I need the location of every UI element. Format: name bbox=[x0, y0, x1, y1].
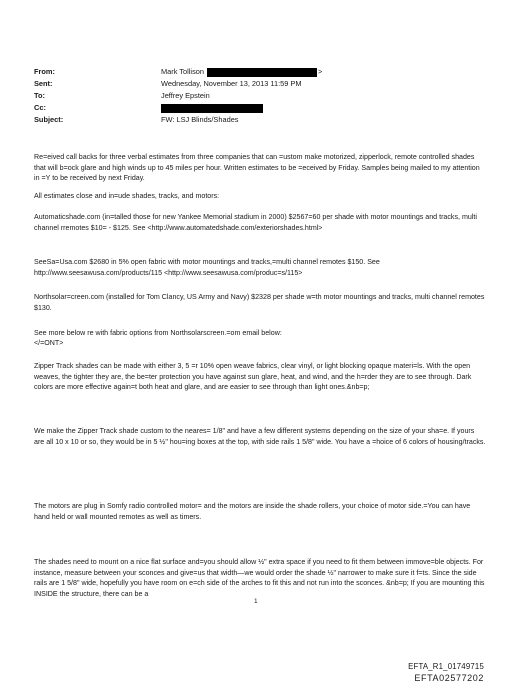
page-number: 1 bbox=[254, 598, 258, 605]
sent-label: Sent: bbox=[34, 79, 53, 88]
paragraph: See more below re with fabric options from Northsolarscreen.=om email below: bbox=[34, 329, 282, 337]
paragraph: Northsolar=creen.com (installed for Tom Clancy, US Army and Navy) $2328 per shade w=th motor mountings and tracks, multi channel remotes $130. bbox=[34, 293, 485, 312]
paragraph: Automaticshade.com (in=talled those for new Yankee Memorial stadium in 2000) $2567=60 per shade with motor mountings and tracks, multi channel rremotes $10= - $125. See <http://www.automatedshade.com/exteriorshades.html> bbox=[34, 213, 477, 232]
bates-number: EFTA02577202 bbox=[414, 673, 484, 683]
paragraph: </=ONT> bbox=[34, 339, 64, 347]
subject-value: FW: LSJ Blinds/Shades bbox=[161, 115, 239, 124]
to-value: Jeffrey Epstein bbox=[161, 91, 210, 100]
bates-number: EFTA_R1_01749715 bbox=[408, 662, 484, 671]
email-header bbox=[34, 66, 484, 126]
paragraph: The shades need to mount on a nice flat surface and=you should allow ½" extra space if you need to fit them between immove=ble objects. For instance, measure between your sconces and give=us that width—we would order the shade ½" narrower to make sure it f=ts. Since the side rails are 1 5/8" wide, hopefully you have room on e=ch side of the arches to fit this and not run into the sconces. &nb=p; If you are mounting this INSIDE the structure, there can be a bbox=[34, 558, 485, 598]
paragraph: Zipper Track shades can be made with either 3, 5 =r 10% open weave fabrics, clear vinyl, or light blocking opaque materi=ls. With the open weaves, the tighter they are, the be=ter protection you have against sun glare, heat, and wind, and the h=rder they are to see through. Dark colors are more effective again=t both heat and glare, and are easier to see through than light ones.&nb=p; bbox=[34, 362, 472, 391]
from-value bbox=[161, 66, 322, 78]
paragraph: SeeSa=Usa.com $2680 in 5% open fabric with motor mountings and tracks,=multi channel remotes $150. See http://www.seesawusa.com/products/115 <http://www.seesawusa.com/produc=s/115> bbox=[34, 258, 380, 277]
cc-row bbox=[34, 102, 484, 114]
paragraph: Re=eived call backs for three verbal estimates from three companies that can =ustom make motorized, zipperlock, remote controlled shades that will b=ock glare and high winds up to 45 miles per hour. Written estimates to be =eceived by Friday. Samples being mailed to my attention in =Y to be received by next Friday. bbox=[34, 153, 480, 182]
subject-row bbox=[34, 114, 484, 126]
paragraph: We make the Zipper Track shade custom to the neares= 1/8" and have a few different systems depending on the size of your sha=e. If yours are all 10 x 10 or so, they would be in 5 ½" hou=ing boxes at the top, with side rails 1 5/8" wide. You have a =hoice of 6 colors of housing/tracks. bbox=[34, 427, 486, 446]
sent-row bbox=[34, 78, 484, 90]
from-bracket: > bbox=[318, 67, 323, 76]
cc-label: Cc: bbox=[34, 103, 46, 112]
paragraph: The motors are plug in Somfy radio controlled motor= and the motors are inside the shade rollers, your choice of motor side.=You can have hand held or wall mounted remotes as well as timers. bbox=[34, 502, 471, 521]
to-label: To: bbox=[34, 91, 45, 100]
sent-value: Wednesday, November 13, 2013 11:59 PM bbox=[161, 79, 302, 88]
from-name: Mark Tollison bbox=[161, 67, 204, 76]
redaction-box bbox=[161, 104, 263, 113]
cc-value bbox=[161, 102, 263, 114]
from-row bbox=[34, 66, 484, 78]
to-row bbox=[34, 90, 484, 102]
subject-label: Subject: bbox=[34, 115, 64, 124]
from-label: From: bbox=[34, 67, 55, 76]
paragraph: All estimates close and in=ude shades, tracks, and motors: bbox=[34, 192, 220, 200]
redaction-box bbox=[207, 68, 317, 77]
